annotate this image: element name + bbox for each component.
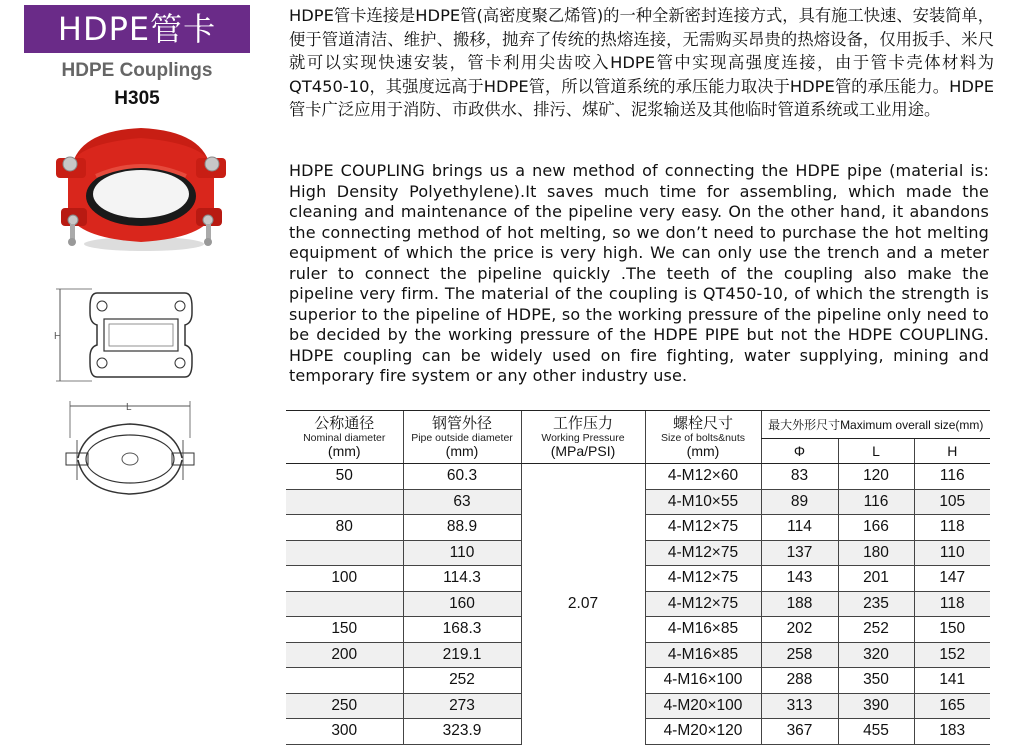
cell-nominal: 80 bbox=[286, 515, 403, 541]
cell-nominal: 50 bbox=[286, 464, 403, 490]
cell-phi: 114 bbox=[761, 515, 838, 541]
cell-pressure: 2.07 bbox=[521, 464, 645, 745]
cell-l: 180 bbox=[838, 540, 914, 566]
cell-h: 141 bbox=[914, 668, 990, 694]
cell-l: 390 bbox=[838, 693, 914, 719]
header-bolts: 螺栓尺寸 Size of bolts&nuts (mm) bbox=[645, 411, 761, 464]
cell-phi: 313 bbox=[761, 693, 838, 719]
cell-nominal: 100 bbox=[286, 566, 403, 592]
cell-l: 116 bbox=[838, 489, 914, 515]
drawing-label-l: L bbox=[126, 402, 132, 413]
cell-nominal: 250 bbox=[286, 693, 403, 719]
cell-l: 166 bbox=[838, 515, 914, 541]
spec-table bbox=[286, 410, 990, 745]
cell-phi: 288 bbox=[761, 668, 838, 694]
cell-outside: 88.9 bbox=[403, 515, 521, 541]
cell-l: 455 bbox=[838, 719, 914, 745]
cell-l: 235 bbox=[838, 591, 914, 617]
cell-nominal: 150 bbox=[286, 617, 403, 643]
cell-bolts: 4-M20×120 bbox=[645, 719, 761, 745]
cell-bolts: 4-M12×75 bbox=[645, 591, 761, 617]
cell-bolts: 4-M12×75 bbox=[645, 515, 761, 541]
cell-outside: 168.3 bbox=[403, 617, 521, 643]
cell-bolts: 4-M20×100 bbox=[645, 693, 761, 719]
header-outside-diameter: 钢管外径 Pipe outside diameter (mm) bbox=[403, 411, 521, 464]
coupling-side-drawing bbox=[52, 283, 202, 386]
coupling-front-drawing bbox=[60, 398, 200, 501]
cell-nominal bbox=[286, 540, 403, 566]
cell-nominal bbox=[286, 489, 403, 515]
cell-l: 120 bbox=[838, 464, 914, 490]
cell-outside: 160 bbox=[403, 591, 521, 617]
cell-l: 350 bbox=[838, 668, 914, 694]
header-l: L bbox=[838, 439, 914, 464]
cell-bolts: 4-M16×85 bbox=[645, 642, 761, 668]
cell-h: 183 bbox=[914, 719, 990, 745]
drawing-label-h: H bbox=[54, 331, 62, 342]
cell-nominal bbox=[286, 591, 403, 617]
model-number: H305 bbox=[114, 88, 160, 109]
product-subtitle: HDPE Couplings bbox=[61, 60, 213, 81]
cell-outside: 252 bbox=[403, 668, 521, 694]
cell-h: 110 bbox=[914, 540, 990, 566]
header-max-size: 最大外形尺寸Maximum overall size(mm) bbox=[761, 411, 990, 439]
cell-nominal bbox=[286, 668, 403, 694]
cell-outside: 273 bbox=[403, 693, 521, 719]
cell-bolts: 4-M12×75 bbox=[645, 566, 761, 592]
cell-l: 252 bbox=[838, 617, 914, 643]
cell-h: 150 bbox=[914, 617, 990, 643]
cell-h: 116 bbox=[914, 464, 990, 490]
coupling-photo bbox=[56, 116, 226, 256]
description-english: HDPE COUPLING brings us a new method of connecting the HDPE pipe (material is: High Density Polyethylene).It saves much time for assembling, which made the cleaning and maintenance of the pipeline very easy. On the other hand, it abandons the connecting method of hot melting, so we don’t need to purchase the hot melting equipment of which the price is very high. We can only use the trench and a meter ruler to connect the pipeline quickly .The teeth of the coupling also make the pipeline very firm. The material of the coupling is QT450-10, of which the strength is superior to the pipeline of HDPE, so the working pressure of the pipeline only need to be decided by the working pressure of the HDPE PIPE but not the HDPE COUPLING. HDPE coupling can be widely used on fire fighting, water supplying, mining and temporary fire system or any other industry use. bbox=[289, 161, 989, 385]
cell-h: 147 bbox=[914, 566, 990, 592]
header-phi: Φ bbox=[761, 439, 838, 464]
cell-h: 165 bbox=[914, 693, 990, 719]
cell-h: 118 bbox=[914, 515, 990, 541]
cell-outside: 219.1 bbox=[403, 642, 521, 668]
cell-phi: 258 bbox=[761, 642, 838, 668]
cell-outside: 63 bbox=[403, 489, 521, 515]
cell-outside: 114.3 bbox=[403, 566, 521, 592]
cell-bolts: 4-M16×85 bbox=[645, 617, 761, 643]
header-h: H bbox=[914, 439, 990, 464]
cell-nominal: 200 bbox=[286, 642, 403, 668]
cell-l: 320 bbox=[838, 642, 914, 668]
cell-bolts: 4-M12×75 bbox=[645, 540, 761, 566]
cell-outside: 110 bbox=[403, 540, 521, 566]
cell-phi: 143 bbox=[761, 566, 838, 592]
cell-bolts: 4-M10×55 bbox=[645, 489, 761, 515]
product-title: HDPE管卡 bbox=[24, 5, 250, 53]
cell-phi: 188 bbox=[761, 591, 838, 617]
cell-phi: 89 bbox=[761, 489, 838, 515]
cell-nominal: 300 bbox=[286, 719, 403, 745]
cell-h: 152 bbox=[914, 642, 990, 668]
cell-phi: 367 bbox=[761, 719, 838, 745]
cell-outside: 323.9 bbox=[403, 719, 521, 745]
cell-phi: 202 bbox=[761, 617, 838, 643]
cell-phi: 137 bbox=[761, 540, 838, 566]
cell-bolts: 4-M12×60 bbox=[645, 464, 761, 490]
header-nominal: 公称通径 Nominal diameter (mm) bbox=[286, 411, 403, 464]
header-pressure: 工作压力 Working Pressure (MPa/PSI) bbox=[521, 411, 645, 464]
cell-h: 118 bbox=[914, 591, 990, 617]
cell-bolts: 4-M16×100 bbox=[645, 668, 761, 694]
cell-phi: 83 bbox=[761, 464, 838, 490]
cell-h: 105 bbox=[914, 489, 990, 515]
cell-outside: 60.3 bbox=[403, 464, 521, 490]
description-chinese: HDPE管卡连接是HDPE管(高密度聚乙烯管)的一种全新密封连接方式，具有施工快速、安装简单，便于管道清洁、维护、搬移，抛弃了传统的热熔连接，无需购买昂贵的热熔设备，仅用扳手、米尺就可以实现快速安装，管卡利用尖齿咬入HDPE管中实现高强度连接，由于管卡壳体材料为QT450-10，其强度远高于HDPE管，所以管道系统的承压能力取决于HDPE管的承压能力。HDPE管卡广泛应用于消防、市政供水、排污、煤矿、泥浆输送及其他临时管道系统或工业用途。 bbox=[289, 6, 994, 119]
table-row bbox=[286, 464, 990, 490]
cell-l: 201 bbox=[838, 566, 914, 592]
